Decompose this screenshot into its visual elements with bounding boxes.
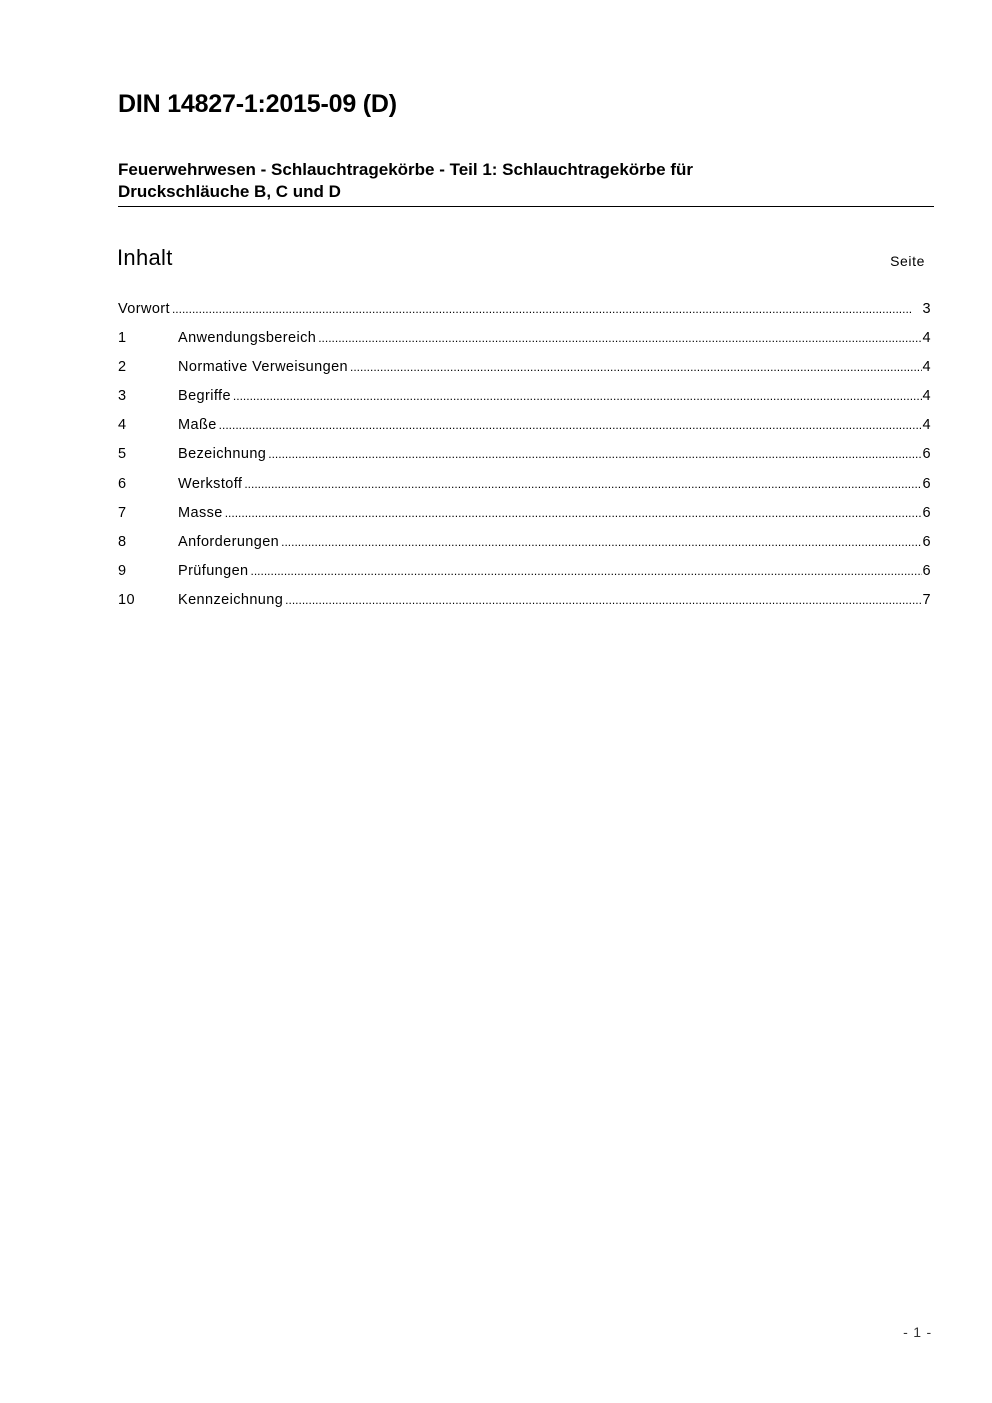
toc-entry-title: Vorwort [118,301,170,317]
toc-entry-title: Maße [178,417,217,434]
toc-dot-leader [244,477,921,491]
toc-entry-page: 6 [922,533,931,550]
toc-dot-leader [350,360,922,374]
toc-entry-werkstoff[interactable] [118,476,931,505]
toc-heading: Inhalt [117,245,173,270]
toc-dot-leader [219,418,922,432]
toc-entry-page: 6 [922,446,931,463]
toc-entry-anwendungsbereich[interactable] [118,330,931,359]
toc-entry-title: Werkstoff [178,475,243,492]
toc-entry-number: 7 [118,504,127,521]
toc-page-column-label: Seite [890,253,925,269]
toc-entry-title: Prüfungen [178,562,249,579]
toc-dot-leader [281,535,921,549]
toc-entry-number: 4 [118,417,127,434]
toc-dot-leader [225,506,922,520]
toc-entry-masse-weight[interactable] [118,505,931,534]
subtitle-divider [118,206,934,207]
toc-entry-number: 2 [118,359,127,376]
toc-entry-page: 6 [922,504,931,521]
toc-entry-vorwort[interactable] [118,301,931,330]
subtitle-line-1: Feuerwehrwesen - Schlauchtragekörbe - Teil 1: Schlauchtragekörbe für [118,160,694,179]
toc-entry-number: 10 [118,591,135,608]
toc-entry-number: 9 [118,562,127,579]
toc-entry-page: 3 [922,301,931,317]
toc-dot-leader [268,447,921,461]
toc-entry-title: Anforderungen [178,533,280,550]
toc-entry-bezeichnung[interactable] [118,446,931,475]
toc-entry-title: Masse [178,504,223,521]
toc-entry-title: Begriffe [178,388,231,405]
toc-entry-page: 4 [922,359,931,376]
toc-dot-leader [251,564,922,578]
toc-entry-number: 6 [118,475,127,492]
toc-entry-page: 6 [922,562,931,579]
page-number: - 1 - [903,1324,932,1340]
toc-entry-title: Normative Verweisungen [178,359,348,376]
toc-entry-number: 5 [118,446,127,463]
toc-entry-number: 8 [118,533,127,550]
subtitle-line-2: Druckschläuche B, C und D [118,182,341,201]
toc-entry-normative-verweisungen[interactable] [118,359,931,388]
document-subtitle [118,159,934,203]
toc-entry-page: 7 [922,591,931,608]
table-of-contents [118,301,931,621]
toc-dot-leader [233,389,922,403]
toc-entry-title: Anwendungsbereich [178,330,317,347]
toc-entry-kennzeichnung[interactable] [118,592,931,621]
toc-entry-title: Bezeichnung [178,446,267,463]
toc-entry-page: 4 [922,388,931,405]
toc-dot-leader [318,331,921,345]
toc-dot-leader [285,593,921,607]
toc-dot-leader [172,302,922,316]
toc-entry-page: 4 [922,330,931,347]
toc-entry-masse-dimensions[interactable] [118,417,931,446]
document-id-title: DIN 14827-1:2015-09 (D) [118,90,397,118]
toc-entry-number: 3 [118,388,127,405]
toc-entry-anforderungen[interactable] [118,534,931,563]
toc-entry-number: 1 [118,330,127,347]
toc-entry-begriffe[interactable] [118,388,931,417]
toc-entry-title: Kennzeichnung [178,591,284,608]
toc-entry-pruefungen[interactable] [118,563,931,592]
toc-entry-page: 6 [922,475,931,492]
toc-entry-page: 4 [922,417,931,434]
